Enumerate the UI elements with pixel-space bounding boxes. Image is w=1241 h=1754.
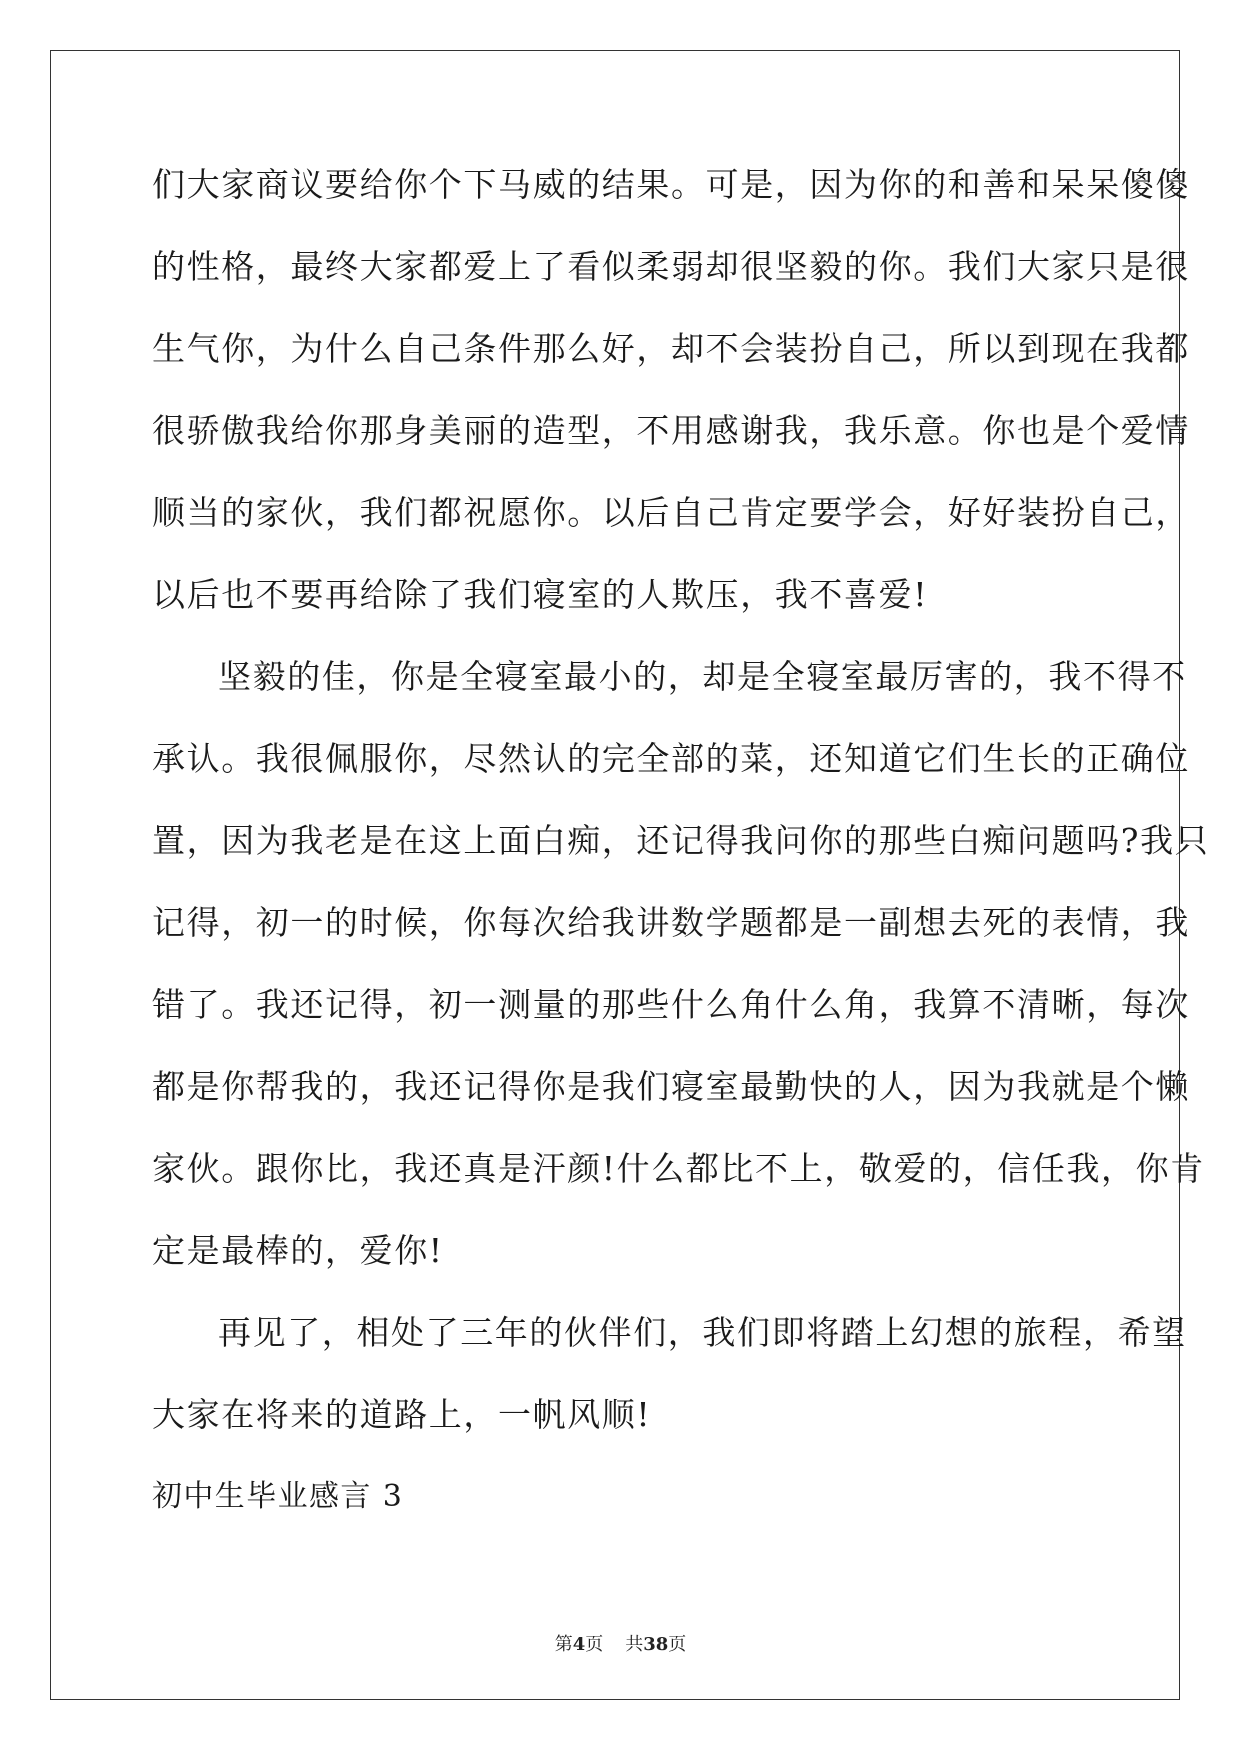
section-heading: 初中生毕业感言 3 <box>152 1479 404 1514</box>
page-prefix: 第 <box>554 1634 573 1655</box>
total-prefix: 共 <box>625 1634 644 1655</box>
paragraph-line: 很骄傲我给你那身美丽的造型，不用感谢我，我乐意。你也是个爱情 <box>152 411 1190 450</box>
paragraph-line: 家伙。跟你比，我还真是汗颜!什么都比不上，敬爱的，信任我，你肯 <box>152 1149 1205 1188</box>
paragraph-line: 们大家商议要给你个下马威的结果。可是，因为你的和善和呆呆傻傻 <box>152 165 1190 204</box>
paragraph-3 <box>152 1308 1187 1472</box>
total-suffix: 页 <box>668 1634 687 1655</box>
paragraph-first-line: 坚毅的佳，你是全寝室最小的，却是全寝室最厉害的，我不得不 <box>218 657 1187 696</box>
paragraph-first-line: 再见了，相处了三年的伙伴们，我们即将踏上幻想的旅程，希望 <box>218 1313 1187 1352</box>
paragraph-line: 记得，初一的时候，你每次给我讲数学题都是一副想去死的表情，我 <box>152 903 1190 942</box>
paragraph-line: 大家在将来的道路上，一帆风顺! <box>152 1395 652 1434</box>
total-pages: 38 <box>643 1634 669 1655</box>
document-body <box>152 160 1210 1554</box>
page-number: 4 <box>572 1634 586 1655</box>
paragraph-line: 定是最棒的，爱你! <box>152 1231 444 1270</box>
page-footer <box>0 1630 1241 1656</box>
paragraph-line: 错了。我还记得，初一测量的那些什么角什么角，我算不清晰，每次 <box>152 985 1190 1024</box>
paragraph-line: 顺当的家伙，我们都祝愿你。以后自己肯定要学会，好好装扮自己， <box>152 493 1190 532</box>
paragraph-line: 承认。我很佩服你，尽然认的完全部的菜，还知道它们生长的正确位 <box>152 739 1190 778</box>
paragraph-line: 都是你帮我的，我还记得你是我们寝室最勤快的人，因为我就是个懒 <box>152 1067 1190 1106</box>
paragraph-line: 置，因为我老是在这上面白痴，还记得我问你的那些白痴问题吗?我只 <box>152 821 1210 860</box>
paragraph-line: 生气你，为什么自己条件那么好，却不会装扮自己，所以到现在我都 <box>152 329 1190 368</box>
paragraph-2 <box>152 652 1210 1308</box>
page-suffix: 页 <box>585 1634 604 1655</box>
paragraph-line: 的性格，最终大家都爱上了看似柔弱却很坚毅的你。我们大家只是很 <box>152 247 1190 286</box>
paragraph-line: 以后也不要再给除了我们寝室的人欺压，我不喜爱! <box>152 575 929 614</box>
paragraph-1 <box>152 160 1190 652</box>
